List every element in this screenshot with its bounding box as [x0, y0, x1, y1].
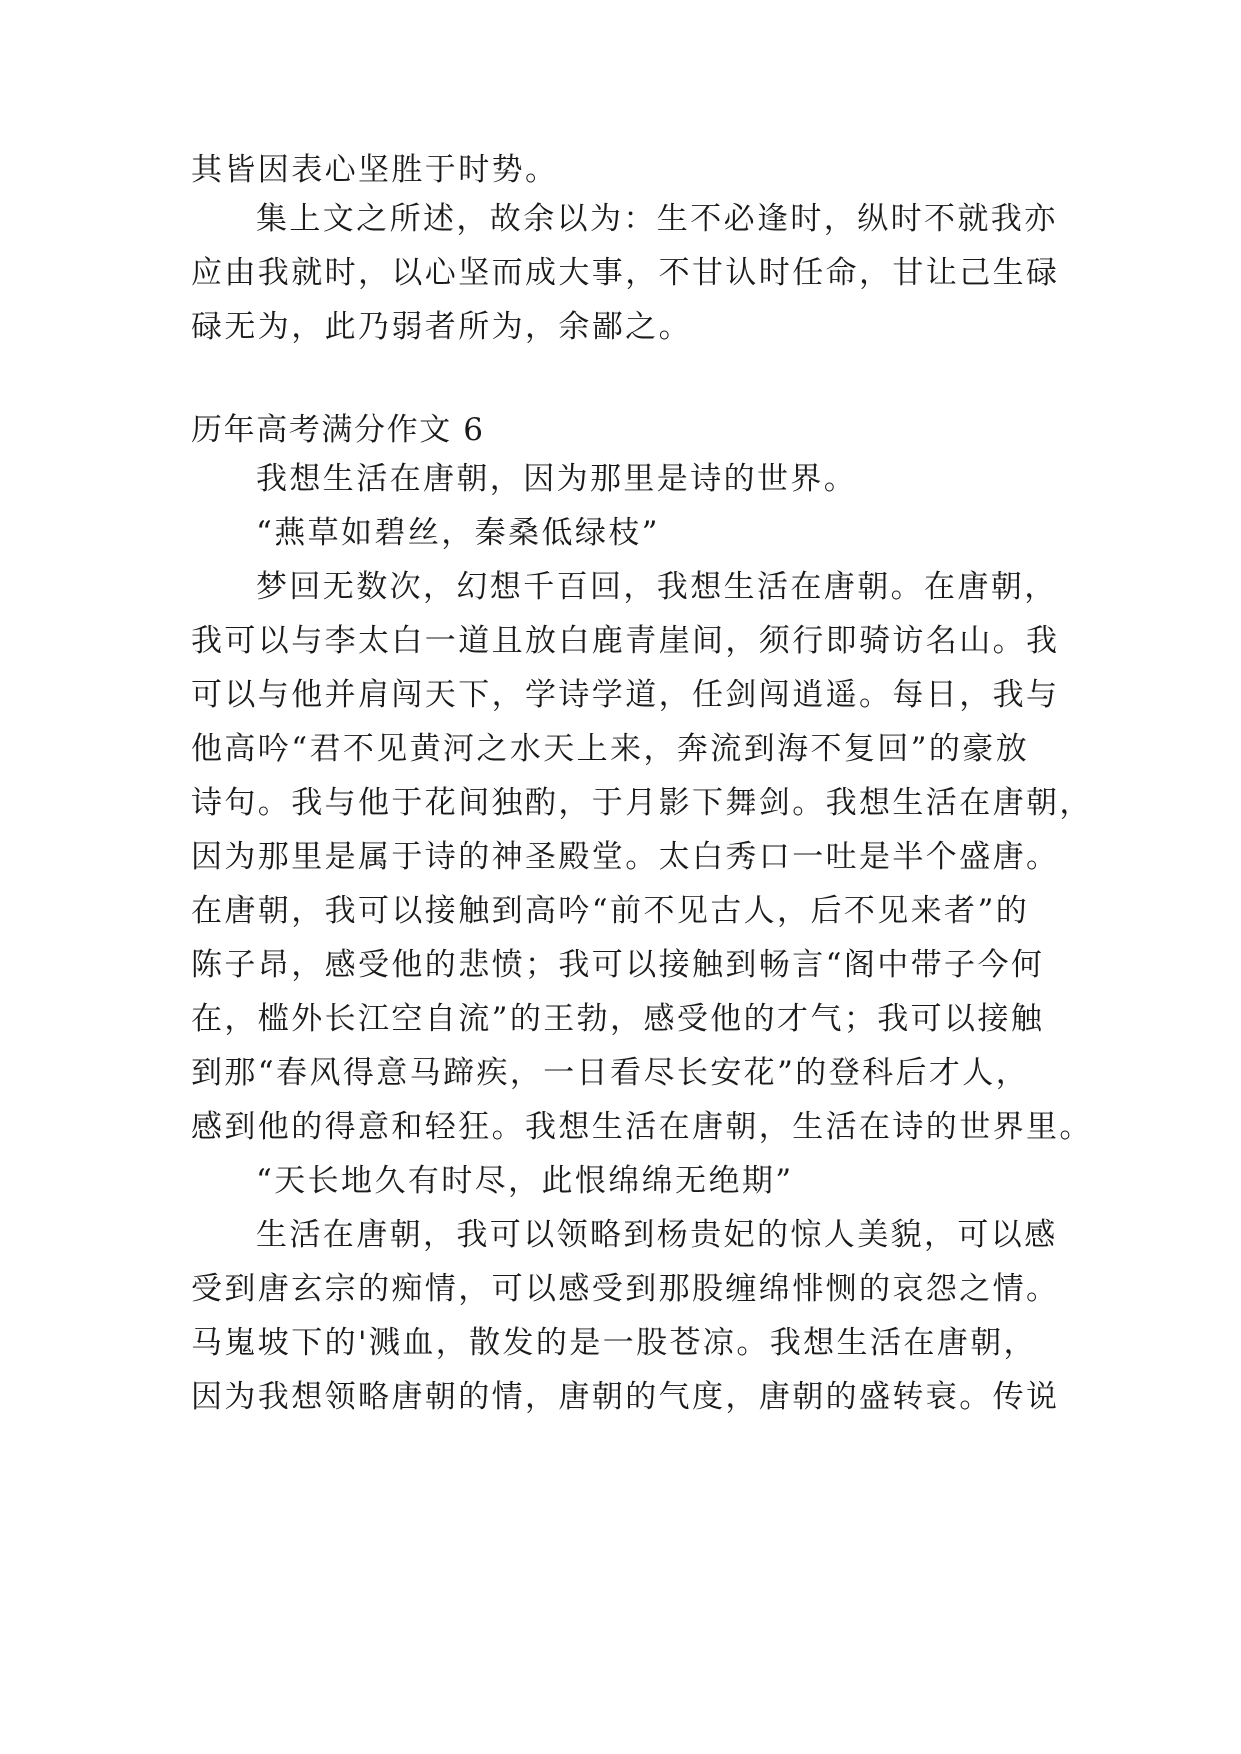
paragraph-line: 应由我就时，以心坚而成大事，不甘认时任命，甘让己生碌	[191, 255, 1060, 291]
poem-quote-line: “燕草如碧丝，秦桑低绿枝”	[256, 515, 660, 551]
paragraph-line: 到那“春风得意马蹄疾，一日看尽长安花”的登科后才人，	[191, 1055, 1030, 1091]
poem-quote-line: “天长地久有时尽，此恨绵绵无绝期”	[256, 1163, 794, 1199]
essay-heading: 历年高考满分作文 6	[191, 412, 485, 448]
paragraph-line: 其皆因表心坚胜于时势。	[191, 152, 559, 188]
paragraph-line: 感到他的得意和轻狂。我想生活在唐朝，生活在诗的世界里。	[191, 1109, 1093, 1145]
paragraph-line: 马嵬坡下的'溅血，散发的是一股苍凉。我想生活在唐朝，	[191, 1325, 1037, 1361]
paragraph-line: 梦回无数次，幻想千百回，我想生活在唐朝。在唐朝，	[256, 569, 1058, 605]
paragraph-line: 因为那里是属于诗的神圣殿堂。太白秀口一吐是半个盛唐。	[191, 839, 1060, 875]
paragraph-line: 陈子昂，感受他的悲愤；我可以接触到畅言“阁中带子今何	[191, 947, 1045, 983]
paragraph-line: 可以与他并肩闯天下，学诗学道，任剑闯逍遥。每日，我与	[191, 677, 1060, 713]
paragraph-line: 集上文之所述，故余以为：生不必逢时，纵时不就我亦	[256, 201, 1058, 237]
paragraph-line: 我可以与李太白一道且放白鹿青崖间，须行即骑访名山。我	[191, 623, 1060, 659]
paragraph-line: 生活在唐朝，我可以领略到杨贵妃的惊人美貌，可以感	[256, 1217, 1058, 1253]
paragraph-line: 受到唐玄宗的痴情，可以感受到那股缠绵悱恻的哀怨之情。	[191, 1271, 1060, 1307]
paragraph-line: 他高吟“君不见黄河之水天上来，奔流到海不复回”的豪放	[191, 731, 1030, 767]
paragraph-line: 在唐朝，我可以接触到高吟“前不见古人，后不见来者”的	[191, 893, 1030, 929]
paragraph-line: 在，槛外长江空自流”的王勃，感受他的才气；我可以接触	[191, 1001, 1045, 1037]
paragraph-line: 因为我想领略唐朝的情，唐朝的气度，唐朝的盛转衰。传说	[191, 1379, 1060, 1415]
paragraph-line: 我想生活在唐朝，因为那里是诗的世界。	[256, 461, 858, 497]
paragraph-line: 诗句。我与他于花间独酌，于月影下舞剑。我想生活在唐朝，	[191, 785, 1093, 821]
paragraph-line: 碌无为，此乃弱者所为，余鄙之。	[191, 309, 692, 345]
